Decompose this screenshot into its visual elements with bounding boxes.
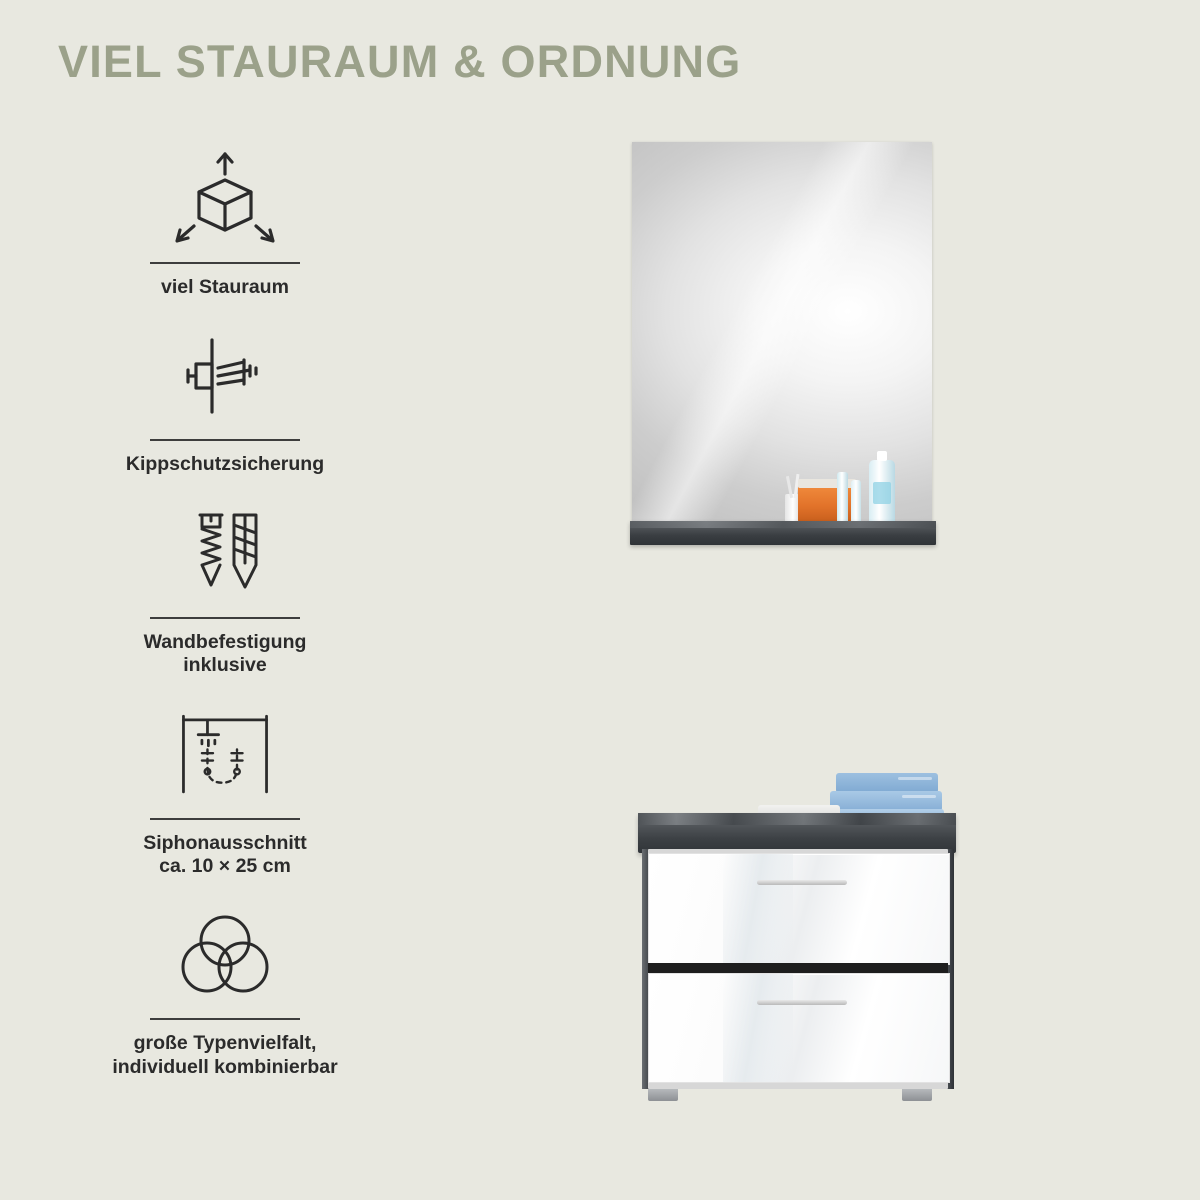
tube-medium [851,480,861,524]
cabinet-body [648,849,948,1089]
wall-mirror-with-shelf [632,142,932,547]
washbasin-cabinet [630,795,956,1125]
screw-dowel-icon [165,499,285,609]
divider [150,1018,300,1020]
feature-label-line2: ca. 10 × 25 cm [159,854,291,877]
drawer-front[interactable] [648,853,950,965]
feature-item [60,499,390,678]
feature-item [60,700,390,879]
cabinet-foot [902,1089,932,1101]
feature-item [60,321,390,476]
towel [830,791,942,811]
gloss-highlight [723,854,793,964]
box-arrows-icon [165,150,285,254]
cabinet-foot [648,1089,678,1101]
feature-label [143,832,307,879]
divider [150,262,300,264]
divider [150,439,300,441]
drawer-front[interactable] [648,973,950,1083]
drawer-handle[interactable] [757,880,847,885]
overlapping-circles-icon [165,900,285,1010]
feature-list [60,150,390,1101]
feature-label-line1: Wandbefestigung [143,630,307,653]
mirror-shelf [630,521,936,545]
drawer-gap [648,963,948,973]
feature-label [112,1032,337,1079]
divider [150,818,300,820]
drawer-handle[interactable] [757,1000,847,1005]
cabinet-top-panel [638,813,956,853]
page-title: VIEL STAURAUM & ORDNUNG [58,36,742,87]
divider [150,617,300,619]
siphon-cutout-icon [165,700,285,810]
feature-label: viel Stauraum [161,276,289,298]
feature-label-line1: große Typenvielfalt, [133,1032,317,1055]
feature-label-line2: individuell kombinierbar [112,1055,338,1078]
towel [836,773,938,793]
feature-item [60,900,390,1079]
tube-small [837,472,848,524]
feature-label-line2: inklusive [183,654,267,677]
feature-label: Kippschutzsicherung [125,453,325,476]
feature-label [144,631,307,678]
feature-item [60,150,390,299]
feature-label-line1: Siphonausschnitt [143,831,307,854]
lotion-bottle [869,460,895,524]
gloss-highlight [723,974,793,1082]
anti-tip-anchor-icon [165,321,285,431]
